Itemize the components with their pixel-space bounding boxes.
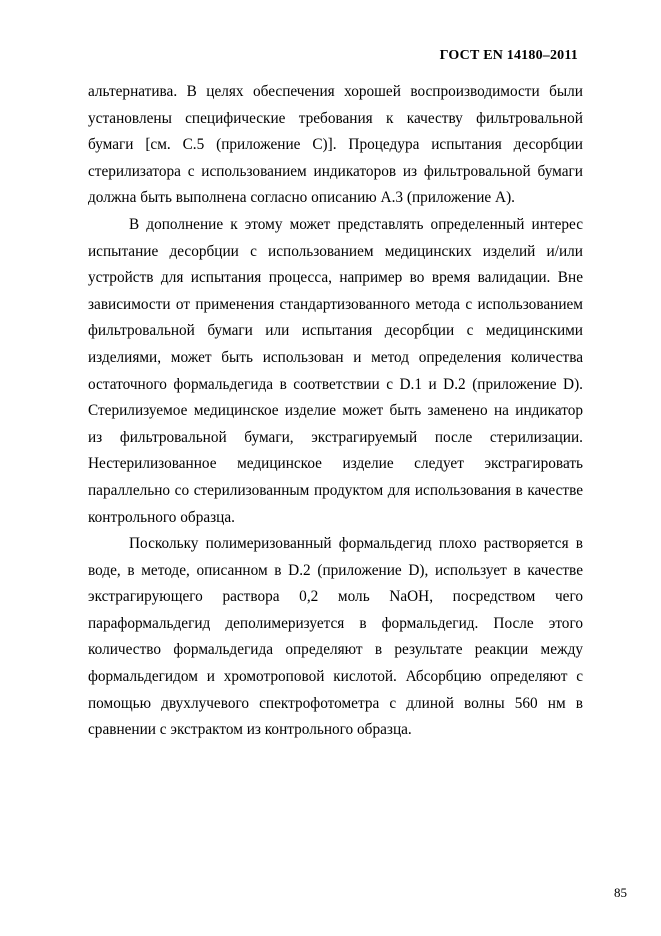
paragraph-formaldehyde-method: Поскольку полимеризованный формальдегид плохо растворяется в воде, в методе, описанном в D.2 (приложение D), использует в качестве экстрагирующего раствора 0,2 моль NaOH, посредством чего параформальдегид деполимеризуется в формальдегид. После этого количество формальдегида определяют в результате реакции между формальдегидом и хромотроповой кислотой. Абсорбцию определяют с помощью двухлучевого спектрофотометра с длиной волны 560 нм в сравнении с экстрактом из контрольного образца. xyxy=(88,535,583,739)
page-number: 85 xyxy=(614,885,627,900)
paragraph-desorption-medical-devices: В дополнение к этому может представлять определенный интерес испытание десорбции с использованием медицинских изделий и/или устройств для испытания процесса, например во время валидации. Вне зависимости от применения стандартизованного метода с использованием фильтровальной бумаги или испытания десорбции с медицинскими изделиями, может быть использован и метод определения количества остаточного формальдегида в соответствии с D.1 и D.2 (приложение D). Стерилизуемое медицинское изделие может быть заменено на индикатор из фильтровальной бумаги, экстрагируемый после стерилизации. Нестерилизованное медицинское изделие следует экстрагировать параллельно со стерилизованным продуктом для использования в качестве контрольного образца. xyxy=(88,215,583,526)
paragraph-continuation: альтернатива. В целях обеспечения хорошей воспроизводимости были установлены специфические требования к качеству фильтровальной бумаги [см. С.5 (приложение С)]. Процедура испытания десорбции стерилизатора с использованием индикаторов из фильтровальной бумаги должна быть выполнена согласно описанию А.3 (приложение А). xyxy=(88,83,583,207)
document-header: ГОСТ EN 14180–2011 xyxy=(439,48,578,63)
body-text xyxy=(88,79,583,744)
